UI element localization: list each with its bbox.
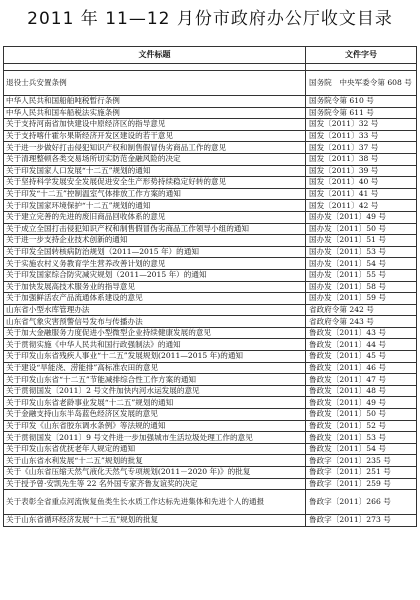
file-title-cell: 关于建立完善的先进的废旧商品回收体系的意见 [4,211,306,223]
file-number-cell: 国办发〔2011〕53 号 [306,246,417,258]
page-title: 2011 年 11—12 月份市政府办公厅收文目录 [27,9,393,29]
table-row [4,200,417,212]
spacer-cell [306,64,417,71]
file-number-cell: 国发〔2011〕40 号 [306,177,417,189]
table-row [4,235,417,247]
table-header-row [4,47,417,64]
file-title-cell: 关于印发山东省老龄事业发展“十二五”规划的通知 [4,397,306,409]
table-row [4,177,417,189]
file-title-cell: 关于成立全国打击侵犯知识产权和制售假冒伪劣商品工作领导小组的通知 [4,223,306,235]
file-number-cell: 鲁政发〔2011〕52 号 [306,420,417,432]
file-number-cell: 鲁政字〔2011〕235 号 [306,455,417,467]
table-row [4,281,417,293]
table-row [4,515,417,527]
file-title-cell: 关于印发国家人口发展“十二五”规划的通知 [4,165,306,177]
file-number-cell: 国务院令第 611 号 [306,107,417,119]
table-row [4,304,417,316]
file-title-cell: 关于加快发展高技术服务业的指导意见 [4,281,306,293]
file-title-cell: 关于表彰全省重点河流恢复鱼类生长水质工作达标先进集体和先进个人的通报 [4,490,306,515]
table-row [4,96,417,108]
file-number-cell: 鲁政字〔2011〕251 号 [306,467,417,479]
file-number-cell: 鲁政字〔2011〕273 号 [306,515,417,527]
file-title-cell: 关于进一步支持企业技术创新的通知 [4,235,306,247]
file-title-cell: 关于进一步做好打击侵犯知识产权和制售假冒伪劣商品工作的意见 [4,142,306,154]
spacer-cell [4,64,306,71]
table-row [4,269,417,281]
table-row [4,467,417,479]
file-number-cell: 国发〔2011〕38 号 [306,153,417,165]
file-title-cell: 山东省气象灾害预警信号发布与传播办法 [4,316,306,328]
file-title-cell: 关于印发国家环境保护“十二五”规划的通知 [4,200,306,212]
file-title-cell: 关于贯彻实施《中华人民共和国行政强制法》的通知 [4,339,306,351]
table-row [4,385,417,397]
table-row [4,374,417,386]
file-title-cell: 关于建设“旱能浇、涝能排”高标准农田的意见 [4,362,306,374]
table-row [4,455,417,467]
file-number-cell: 国务院令第 610 号 [306,96,417,108]
file-title-cell: 关于印发山东省残疾人事业“十二五”发展规划(2011—2015 年)的通知 [4,351,306,363]
table-row [4,223,417,235]
file-number-cell: 鲁政发〔2011〕48 号 [306,385,417,397]
file-title-cell: 关于授予曾·安凯先生等 22 名外国专家齐鲁友谊奖的决定 [4,478,306,490]
file-number-cell: 国务院 中央军委令第 608 号 [306,71,417,96]
table-row [4,107,417,119]
table-row [4,316,417,328]
file-number-cell: 鲁政发〔2011〕49 号 [306,397,417,409]
table-row [4,478,417,490]
table-row [4,211,417,223]
file-title-cell: 关于印发山东省优抚老年人规定的通知 [4,443,306,455]
file-title-cell: 关于山东省水利发展“十二五”规划的批复 [4,455,306,467]
file-number-cell: 国发〔2011〕39 号 [306,165,417,177]
table-row [4,153,417,165]
file-title-cell: 关于印发“十二五”控制温室气体排放工作方案的通知 [4,188,306,200]
file-number-cell: 国办发〔2011〕50 号 [306,223,417,235]
file-title-cell: 中华人民共和国船舶吨税暂行条例 [4,96,306,108]
file-number-cell: 鲁政发〔2011〕47 号 [306,374,417,386]
file-number-cell: 国发〔2011〕33 号 [306,130,417,142]
file-number-cell: 国发〔2011〕41 号 [306,188,417,200]
file-title-cell: 关于《山东省压缩天然气液化天然气专项规划(2011－2020 年)》的批复 [4,467,306,479]
table-row [4,432,417,444]
table-spacer-row [4,64,417,71]
file-number-cell: 省政府令第 243 号 [306,316,417,328]
file-title-cell: 关于印发全国转核病防治规划（2011—2015 年）的通知 [4,246,306,258]
file-number-cell: 国发〔2011〕32 号 [306,119,417,131]
file-number-cell: 鲁政字〔2011〕266 号 [306,490,417,515]
file-number-cell: 鲁政发〔2011〕45 号 [306,351,417,363]
file-number-cell: 国办发〔2011〕51 号 [306,235,417,247]
table-row [4,397,417,409]
header-file-title: 文件标题 [4,47,306,64]
table-row [4,258,417,270]
table-row [4,188,417,200]
table-row [4,142,417,154]
file-title-cell: 关于加强鲜活农产品流通体系建设的意见 [4,293,306,305]
table-row [4,246,417,258]
file-number-cell: 国发〔2011〕42 号 [306,200,417,212]
file-number-cell: 鲁政发〔2011〕50 号 [306,409,417,421]
table-row [4,351,417,363]
file-title-cell: 关于坚持科学发展安全发展促进安全生产形势持续稳定好转的意见 [4,177,306,189]
file-title-cell: 中华人民共和国车船税法实施条例 [4,107,306,119]
table-body [4,64,417,527]
file-number-cell: 国办发〔2011〕54 号 [306,258,417,270]
file-title-cell: 关于加大金融服务力度促进小型微型企业持续健康发展的意见 [4,327,306,339]
file-number-cell: 国发〔2011〕37 号 [306,142,417,154]
file-title-cell: 关于山东省循环经济发展“十二五”规划的批复 [4,515,306,527]
table-row [4,409,417,421]
file-title-cell: 关于印发国家综合防灾减灾规划（2011—2015 年）的通知 [4,269,306,281]
file-number-cell: 国办发〔2011〕59 号 [306,293,417,305]
file-title-cell: 关于实施农村义务教育学生营养改善计划的意见 [4,258,306,270]
table-row [4,362,417,374]
file-number-cell: 鲁政发〔2011〕46 号 [306,362,417,374]
table-row [4,443,417,455]
table-row [4,293,417,305]
file-title-cell: 关于清理整顿各类交易场所切实防范金融风险的决定 [4,153,306,165]
file-title-cell: 山东省小型水库管理办法 [4,304,306,316]
file-title-cell: 关于印发《山东省胶东调水条例》等法规的通知 [4,420,306,432]
file-title-cell: 关于贯彻国发〔2011〕9 号文件进一步加强城市生活垃圾处理工作的意见 [4,432,306,444]
table-row [4,339,417,351]
header-file-number: 文件字号 [306,47,417,64]
file-number-cell: 鲁政发〔2011〕44 号 [306,339,417,351]
file-number-cell: 鲁政字〔2011〕259 号 [306,478,417,490]
table-row [4,130,417,142]
table-row [4,327,417,339]
document-table [3,46,417,527]
file-number-cell: 国办发〔2011〕55 号 [306,269,417,281]
table-row [4,119,417,131]
file-title-cell: 关于金融支持山东半岛蓝色经济区发展的意见 [4,409,306,421]
file-title-cell: 关于支持喀什霍尔果斯经济开发区建设的若干意见 [4,130,306,142]
file-number-cell: 国办发〔2011〕49 号 [306,211,417,223]
file-number-cell: 国办发〔2011〕58 号 [306,281,417,293]
file-title-cell: 关于印发山东省“十二五”节能减排综合性工作方案的通知 [4,374,306,386]
file-number-cell: 鲁政发〔2011〕54 号 [306,443,417,455]
table-row [4,165,417,177]
table-row [4,490,417,515]
table-row [4,420,417,432]
file-number-cell: 鲁政发〔2011〕43 号 [306,327,417,339]
table-row [4,71,417,96]
file-title-cell: 关于支持河南省加快建设中原经济区的指导意见 [4,119,306,131]
file-number-cell: 省政府令第 242 号 [306,304,417,316]
file-title-cell: 关于贯彻国发〔2011〕2 号文件加快内河水运发展的意见 [4,385,306,397]
file-number-cell: 鲁政发〔2011〕53 号 [306,432,417,444]
file-title-cell: 退役士兵安置条例 [4,71,306,96]
